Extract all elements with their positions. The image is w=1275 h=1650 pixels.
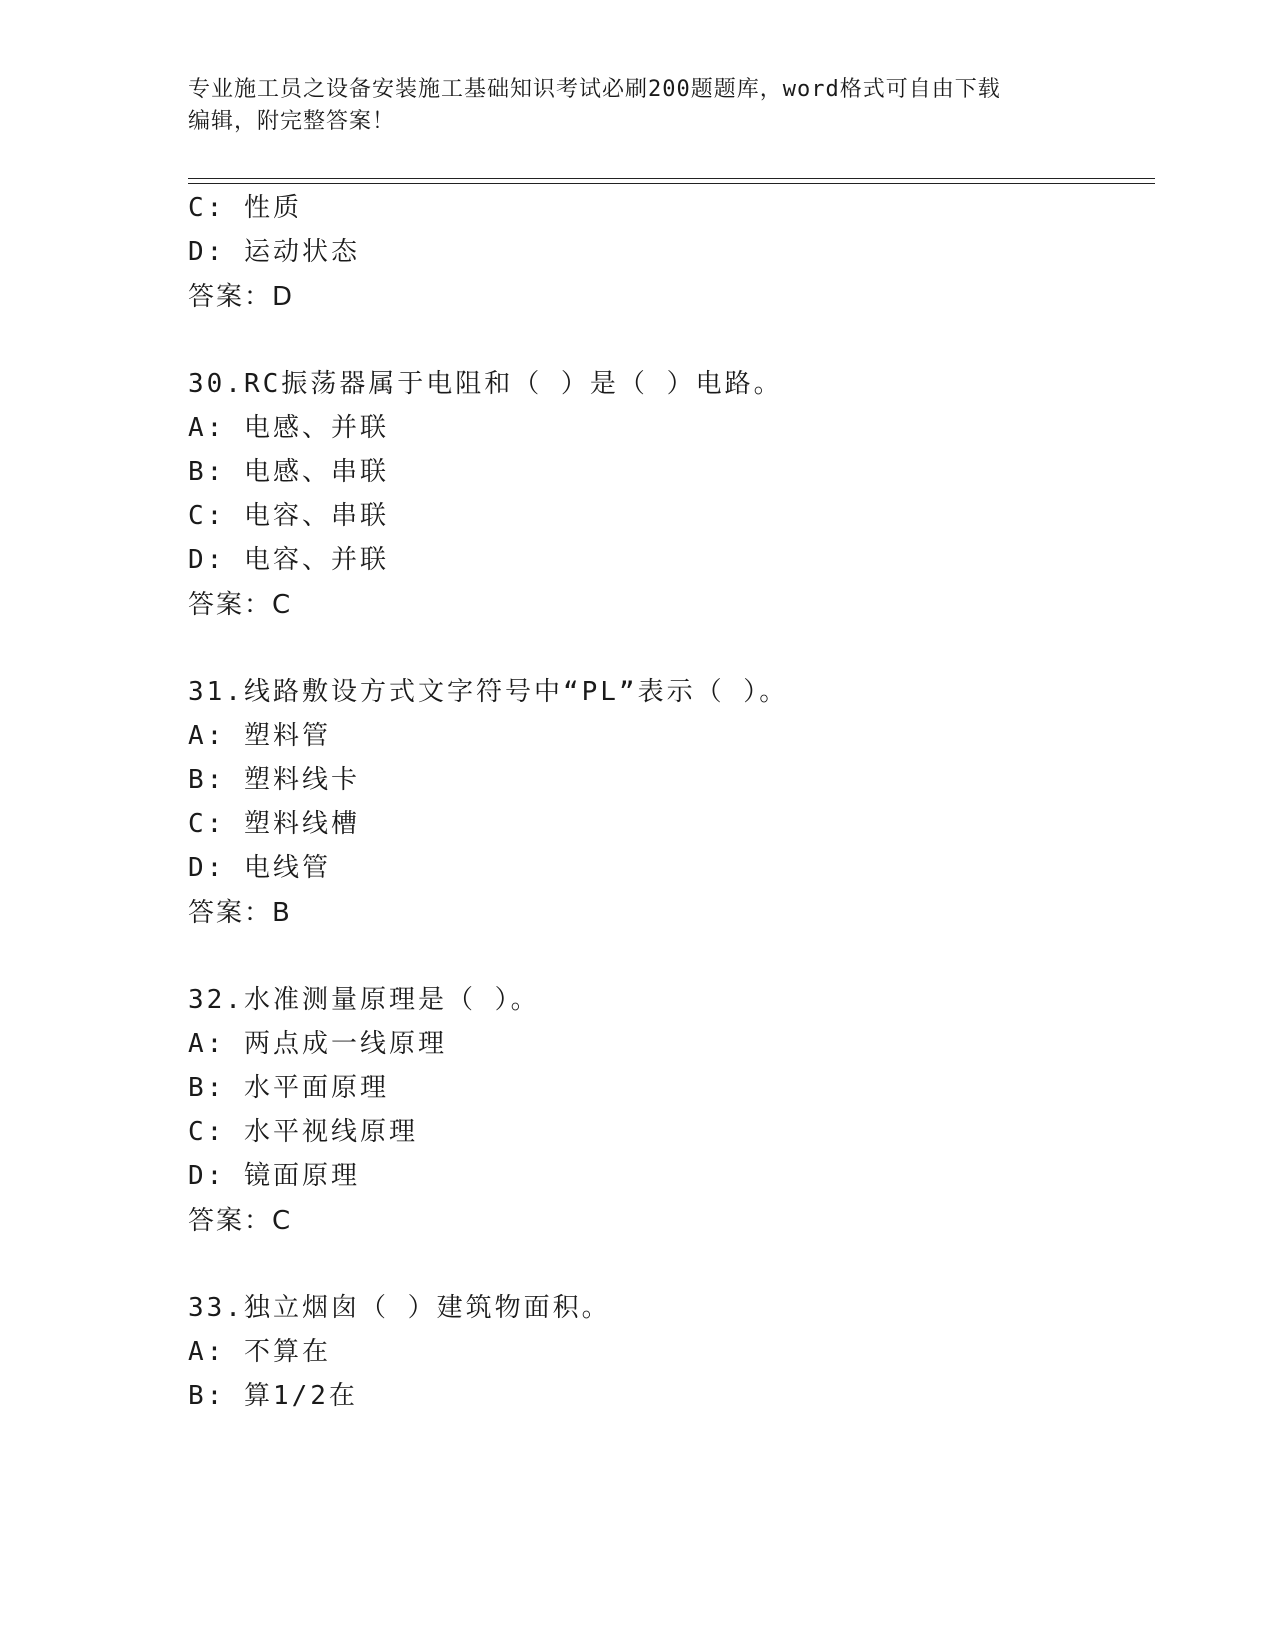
q32-option-b: B: 水平面原理 <box>188 1073 389 1103</box>
q30-stem: 30.RC振荡器属于电阻和（ ）是（ ）电路。 <box>188 369 783 399</box>
q30-option-c: C: 电容、串联 <box>188 501 389 531</box>
q29-option-c: C: 性质 <box>188 193 302 223</box>
q31-option-d: D: 电线管 <box>188 853 331 883</box>
q32-option-d: D: 镜面原理 <box>188 1161 360 1191</box>
q33-stem: 33.独立烟囱（ ）建筑物面积。 <box>188 1293 611 1323</box>
q33-option-b: B: 算1/2在 <box>188 1381 358 1411</box>
header-divider-bottom <box>188 183 1155 184</box>
header-line-2: 编辑，附完整答案！ <box>188 109 396 134</box>
q31-option-c: C: 塑料线槽 <box>188 809 360 839</box>
q31-answer: 答案：B <box>188 898 292 928</box>
document-header <box>188 74 1088 138</box>
q30-option-b: B: 电感、串联 <box>188 457 389 487</box>
q32-option-a: A: 两点成一线原理 <box>188 1029 447 1059</box>
q31-option-b: B: 塑料线卡 <box>188 765 360 795</box>
q30-answer: 答案：C <box>188 590 293 620</box>
q32-stem: 32.水准测量原理是（ ）。 <box>188 985 540 1015</box>
q32-answer: 答案：C <box>188 1206 293 1236</box>
q30-option-a: A: 电感、并联 <box>188 413 389 443</box>
q30-option-d: D: 电容、并联 <box>188 545 389 575</box>
q32-option-c: C: 水平视线原理 <box>188 1117 418 1147</box>
header-divider-top <box>188 178 1155 179</box>
q29-option-d: D: 运动状态 <box>188 237 360 267</box>
q29-answer: 答案：D <box>188 282 295 312</box>
q31-option-a: A: 塑料管 <box>188 721 331 751</box>
q31-stem: 31.线路敷设方式文字符号中“PL”表示（ ）。 <box>188 677 789 707</box>
header-line-1: 专业施工员之设备安装施工基础知识考试必刷200题题库，word格式可自由下载 <box>188 77 1001 102</box>
q33-option-a: A: 不算在 <box>188 1337 331 1367</box>
